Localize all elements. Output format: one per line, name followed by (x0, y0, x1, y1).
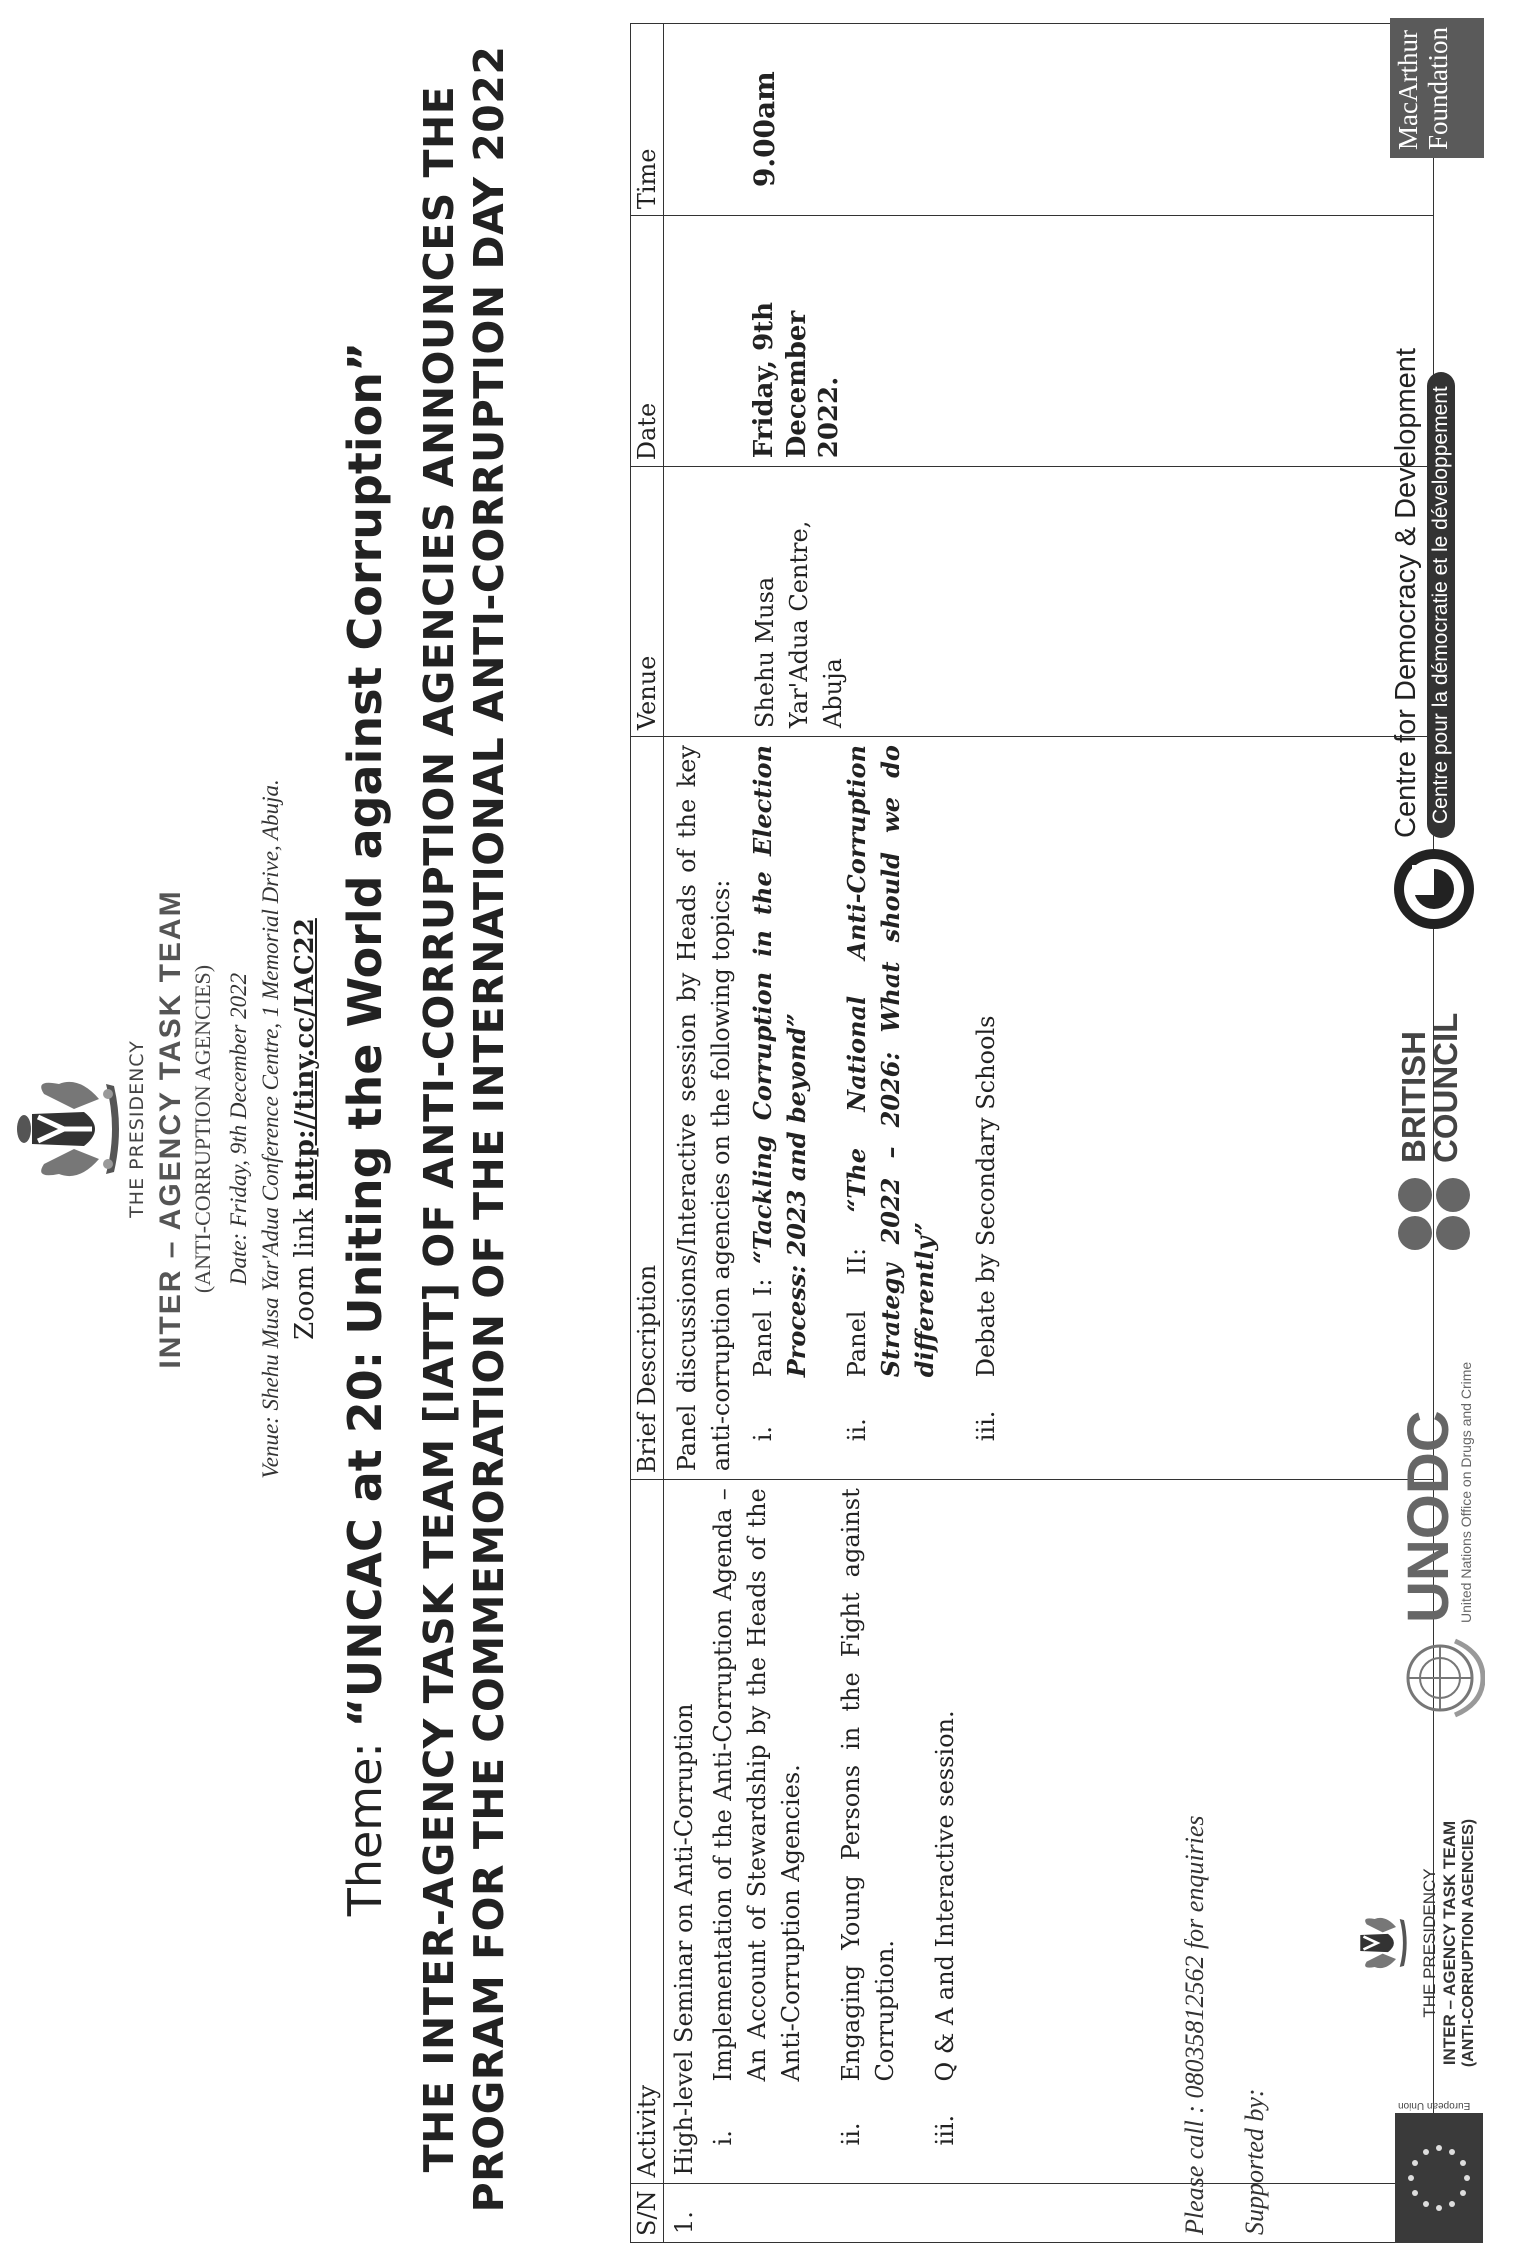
british-council-dots-icon (1395, 1173, 1475, 1253)
british-council-logo (1395, 1012, 1465, 1163)
unodc-logo (1396, 1361, 1474, 1623)
zoom-label: Zoom link (290, 1208, 320, 1340)
header-sn: S/N (631, 2184, 664, 2243)
footer (1180, 13, 1510, 2243)
item-number: i. (749, 1425, 778, 1442)
cdd-french: Centre pour la démocratie et le développement (1427, 372, 1455, 838)
item-number: i. (709, 2130, 737, 2146)
supported-by-label: Supported by: (1240, 2088, 1269, 2235)
table-header-row (631, 24, 664, 2243)
item-number: ii. (837, 2122, 866, 2146)
header-venue: Venue (631, 467, 664, 737)
iatt-logo-line-2: INTER – AGENCY TASK TEAM (1440, 1820, 1459, 2066)
event-venue: Venue: Shehu Musa Yar'Adua Conference Centre, 1 Memorial Drive, Abuja. (258, 779, 283, 1479)
cdd-emblem-icon (1390, 845, 1478, 933)
item-number: iii. (971, 1410, 1000, 1442)
unodc-subtitle: United Nations Office on Drugs and Crime (1458, 1361, 1474, 1623)
coat-of-arms-icon (14, 1054, 124, 1204)
list-item (706, 1488, 808, 2175)
header-date: Date (631, 216, 664, 467)
zoom-link[interactable]: http://tiny.cc/IAC22 (290, 918, 320, 1201)
mac-line-2: Foundation (1422, 26, 1453, 150)
eu-flag-logo (1395, 2113, 1483, 2243)
iatt-logo (1345, 1813, 1478, 2073)
unodc-wordmark: UNODC (1396, 1410, 1461, 1623)
presidency-label: THE PRESIDENCY (126, 1040, 148, 1218)
header-description: Brief Description (631, 737, 664, 1480)
item-text: Engaging Young Persons in the Fight against Corruption. (837, 1488, 900, 2082)
header-activity: Activity (631, 1480, 664, 2184)
mac-line-1: MacArthur (1393, 30, 1423, 150)
header (14, 0, 514, 2258)
headline-line-1: THE INTER-AGENCY TASK TEAM [IATT] OF ANTI-CORRUPTION AGENCIES ANNOUNCES THE (415, 85, 463, 2173)
panel-prefix: Debate by Secondary Schools (971, 1015, 1000, 1378)
org-name: INTER – AGENCY TASK TEAM (154, 889, 187, 1369)
iatt-logo-line-1: THE PRESIDENCY (1420, 1868, 1439, 2018)
cdd-logo (1390, 348, 1455, 838)
headline (414, 40, 514, 2218)
activity-title: High-level Seminar on Anti-Corruption (670, 1703, 698, 2176)
coat-of-arms-icon (1345, 1903, 1415, 1983)
item-text (969, 745, 1003, 1377)
event-date: Date: Friday, 9th December 2022 (226, 972, 251, 1286)
cell-sn: 1. (664, 2184, 1434, 2243)
zoom-line (290, 0, 320, 2258)
item-text: Q & A and Interactive session. (931, 1710, 960, 2082)
panel-prefix: Panel II: (843, 1247, 872, 1378)
cdd-english: Centre for Democracy & Development (1390, 348, 1422, 838)
panel-title: “Tackling Corruption in the Election Process: 2023 and beyond” (748, 745, 812, 1378)
item-number: iii. (931, 2114, 960, 2146)
panel-title: “The National Anti-Corruption Strategy 2022 – 2026: What should we do differently” (842, 745, 940, 1378)
bc-line-2: COUNCIL (1427, 1012, 1465, 1163)
headline-line-2: PROGRAM FOR THE COMMEMORATION OF THE INTERNATIONAL ANTI-CORRUPTION DAY 2022 (465, 45, 514, 2213)
panel-prefix: Panel I: (749, 1278, 778, 1378)
list-item (746, 745, 814, 1471)
list-item (834, 1488, 902, 2175)
item-text: Implementation of the Anti-Corruption Agenda – An Account of Stewardship by the Heads of the Anti-Corruption Agencies. (709, 1488, 806, 2082)
org-subtitle: (ANTI-CORRUPTION AGENCIES) (190, 964, 215, 1294)
activity-list (706, 1488, 962, 2175)
theme-label: Theme: (338, 1742, 392, 1917)
eu-stars-icon (1395, 2113, 1483, 2243)
description-list (746, 745, 1002, 1471)
venue-text: Shehu Musa Yar'Adua Centre, Abuja (751, 520, 848, 729)
header-time: Time (631, 24, 664, 216)
item-text (746, 745, 814, 1377)
time-text: 9.00am (748, 71, 781, 188)
eu-caption: European Union (1398, 2100, 1471, 2111)
list-item (840, 745, 942, 1471)
list-item (928, 1488, 962, 2175)
theme-title: “UNCAC at 20: Uniting the World against Corruption” (338, 341, 392, 1728)
enquiry-line: Please call : 08035812562 for enquiries (1180, 1815, 1209, 2235)
date-text: Friday, 9th December 2022. (749, 301, 844, 459)
item-number: ii. (843, 1418, 872, 1442)
description-intro: Panel discussions/Interactive session by Heads of the key anti-corruption agencies on the following topics: (673, 745, 736, 1472)
item-text (840, 745, 942, 1377)
bc-line-1: BRITISH (1395, 1031, 1432, 1163)
theme-line (338, 0, 392, 2258)
iatt-logo-line-3: (ANTI-CORRUPTION AGENCIES) (1460, 1818, 1477, 2068)
list-item (969, 745, 1003, 1471)
macarthur-logo (1390, 18, 1484, 158)
un-emblem-icon (1395, 1633, 1485, 1723)
